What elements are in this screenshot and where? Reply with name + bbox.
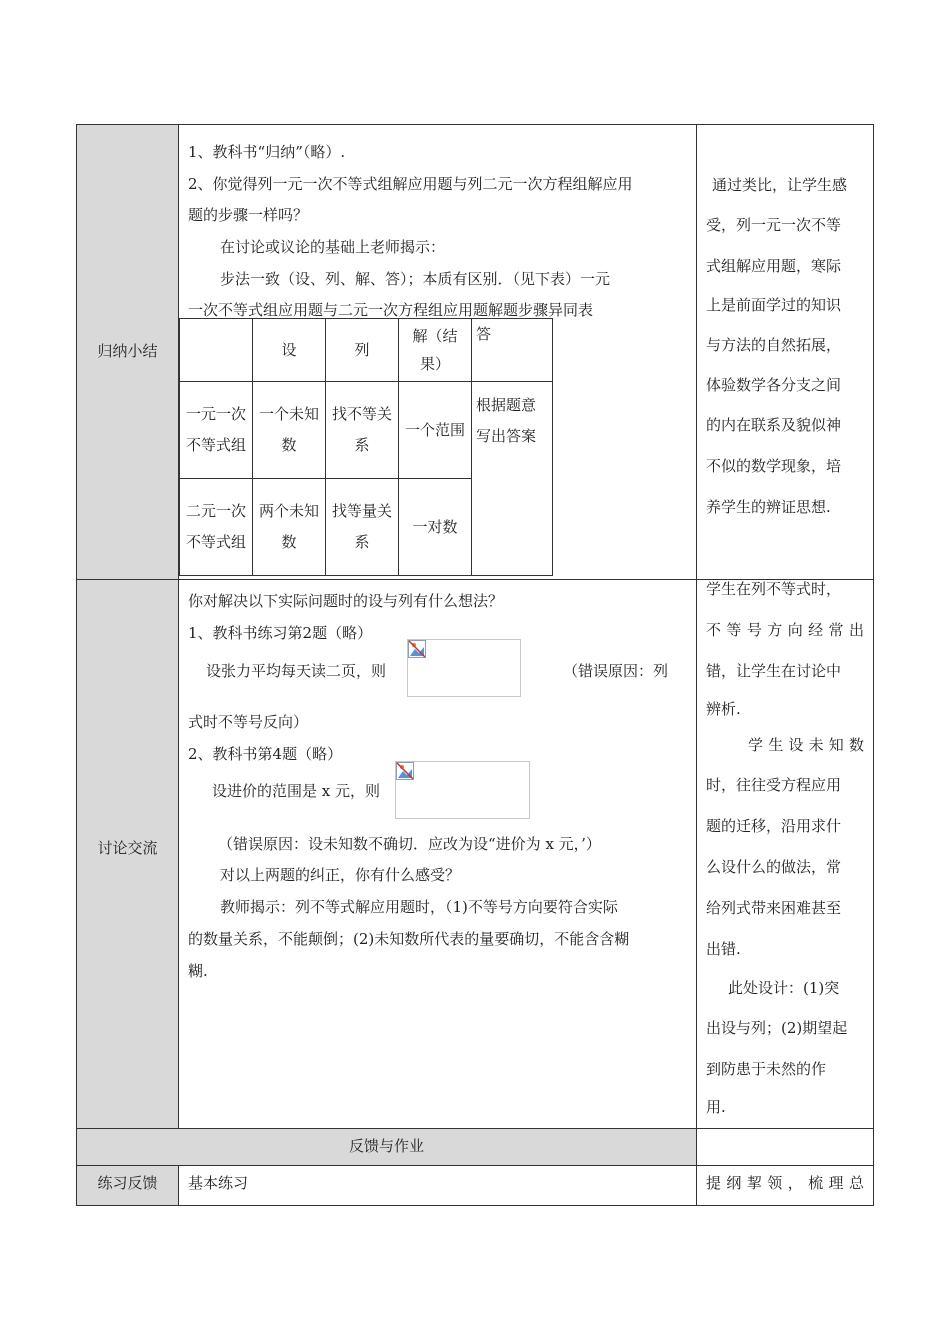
comparison-header-blank xyxy=(180,319,253,382)
discussion-note-10: 出错. xyxy=(706,940,741,958)
comparison-cell: 一个范围 xyxy=(399,382,472,479)
exercise-content: 基本练习 xyxy=(188,1174,249,1192)
summary-line-1: 1、教科书“归纳”（略）. xyxy=(188,143,346,161)
discussion-note-5: 学生设未知数 xyxy=(748,736,864,754)
summary-line-3: 题的步骤一样吗？ xyxy=(188,206,309,224)
summary-note-7: 的内在联系及貌似神 xyxy=(706,416,842,434)
inequality-image-2 xyxy=(395,761,530,819)
comparison-cell: 找等量关系 xyxy=(326,479,399,576)
discussion-note-1: 学生在列不等式时， xyxy=(706,580,842,598)
discussion-line-3: 设张力平均每天读二页，则 xyxy=(206,662,387,680)
summary-line-5: 步法一致（设、列、解、答）；本质有区别．（见下表）一元 xyxy=(220,270,611,288)
discussion-note-7: 题的迁移，沿用求什 xyxy=(706,817,842,835)
comparison-row-1 xyxy=(180,382,553,479)
feedback-title: 反馈与作业 xyxy=(348,1137,424,1155)
comparison-cell: 二元一次不等式组 xyxy=(180,479,253,576)
comparison-cell: 一个未知数 xyxy=(253,382,326,479)
comparison-cell: 一元一次不等式组 xyxy=(180,382,253,479)
discussion-line-11: 的数量关系，不能颠倒；(2)未知数所代表的量要确切，不能含含糊 xyxy=(188,930,630,948)
discussion-line-12: 糊. xyxy=(188,962,208,980)
discussion-line-4: （错误原因：列 xyxy=(563,662,669,680)
summary-note-1: 通过类比，让学生感 xyxy=(712,176,848,194)
comparison-header-solve: 解（结果） xyxy=(399,319,472,382)
summary-note-4: 上是前面学过的知识 xyxy=(706,296,842,314)
exercise-label: 练习反馈 xyxy=(97,1174,158,1192)
comparison-header-answer: 答 xyxy=(472,319,553,382)
comparison-header-row xyxy=(180,319,553,382)
discussion-line-6: 2、教科书第4题（略） xyxy=(188,745,343,763)
discussion-note-8: 么设什么的做法，常 xyxy=(706,858,842,876)
comparison-header-list: 列 xyxy=(326,319,399,382)
broken-image-icon xyxy=(396,762,414,780)
summary-note-5: 与方法的自然拓展， xyxy=(706,336,842,354)
comparison-cell: 两个未知数 xyxy=(253,479,326,576)
discussion-note-9: 给列式带来困难甚至 xyxy=(706,899,842,917)
discussion-note-12: 出设与列；(2)期望起 xyxy=(706,1019,848,1037)
comparison-cell: 一对数 xyxy=(399,479,472,576)
comparison-cell-answer: 根据题意写出答案 xyxy=(472,382,553,576)
discussion-note-11: 此处设计：(1)突 xyxy=(728,979,840,997)
discussion-note-4: 辨析. xyxy=(706,700,741,718)
discussion-line-8: （错误原因：设未知数不确切．应改为设“进价为 x 元，’） xyxy=(218,835,601,853)
summary-line-6: 一次不等式组应用题与二元一次方程组应用题解题步骤异同表 xyxy=(188,301,594,319)
discussion-line-7: 设进价的范围是 x 元，则 xyxy=(212,782,380,800)
summary-note-2: 受，列一元一次不等 xyxy=(706,216,842,234)
comparison-table xyxy=(179,318,553,576)
discussion-line-10: 教师揭示：列不等式解应用题时，（1)不等号方向要符合实际 xyxy=(220,898,618,916)
discussion-line-1: 你对解决以下实际问题时的设与列有什么想法？ xyxy=(188,592,504,610)
comparison-header-set: 设 xyxy=(253,319,326,382)
discussion-note-13: 到防患于未然的作 xyxy=(706,1060,827,1078)
discussion-note-14: 用. xyxy=(706,1098,726,1116)
discussion-label: 讨论交流 xyxy=(97,839,158,857)
discussion-note-6: 时，往往受方程应用 xyxy=(706,776,842,794)
summary-line-4: 在讨论或议论的基础上老师揭示： xyxy=(220,238,446,256)
broken-image-icon xyxy=(408,640,426,658)
summary-line-2: 2、你觉得列一元一次不等式组解应用题与列二元一次方程组解应用 xyxy=(188,175,633,193)
discussion-note-2: 不等号方向经常出 xyxy=(706,621,864,639)
discussion-line-9: 对以上两题的纠正，你有什么感受？ xyxy=(220,866,461,884)
summary-note-8: 不似的数学现象，培 xyxy=(706,457,842,475)
summary-note-9: 养学生的辨证思想. xyxy=(706,498,831,516)
discussion-note-3: 错，让学生在讨论中 xyxy=(706,662,842,680)
exercise-note: 提纲挈领，梳理总 xyxy=(706,1174,864,1192)
summary-note-6: 体验数学各分支之间 xyxy=(706,376,842,394)
discussion-line-2: 1、教科书练习第2题（略） xyxy=(188,624,373,642)
summary-note-3: 式组解应用题，寒际 xyxy=(706,257,842,275)
comparison-cell: 找不等关系 xyxy=(326,382,399,479)
summary-label: 归纳小结 xyxy=(97,342,158,360)
discussion-line-5: 式时不等号反向） xyxy=(188,713,309,731)
